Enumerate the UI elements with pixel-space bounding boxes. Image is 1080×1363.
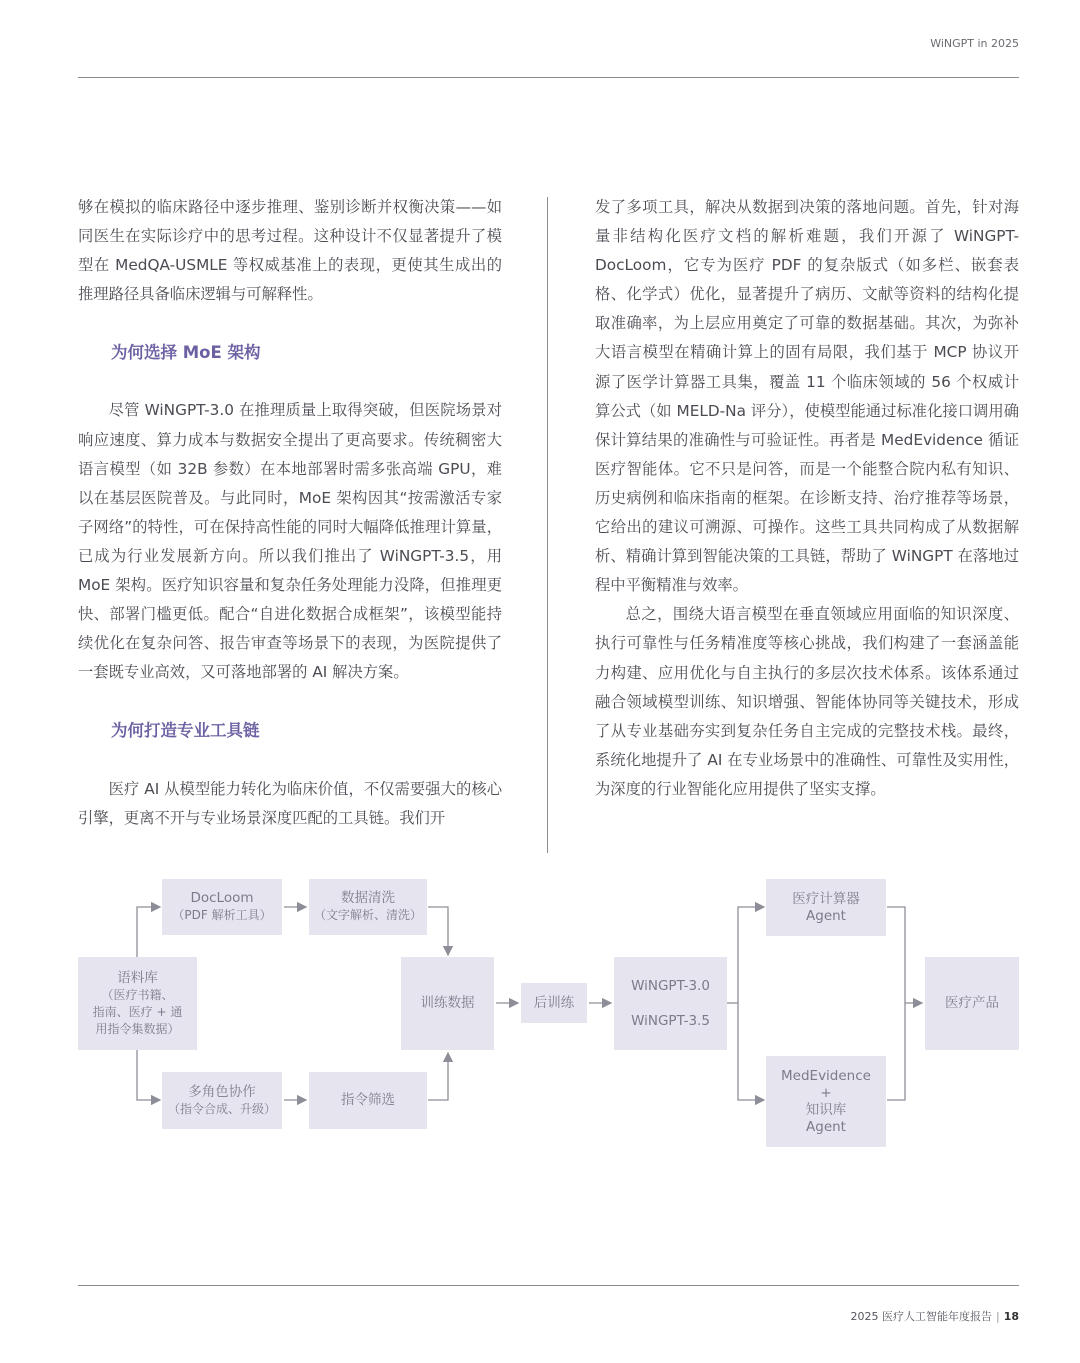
filter-title: 指令筛选: [341, 1092, 395, 1108]
medevidence-line-3: 知识库: [805, 1101, 847, 1118]
box-docloom: [162, 879, 282, 935]
page-number: 18: [1003, 1310, 1019, 1323]
section-heading-toolchain: 为何打造专业工具链: [111, 721, 260, 741]
medevidence-line-2: +: [820, 1084, 832, 1101]
cleaning-sub: （文字解析、清洗）: [313, 908, 422, 922]
connector-cleaning-traindata: [428, 907, 448, 955]
box-models: [614, 957, 727, 1050]
connector-corpus-multirole: [137, 1050, 160, 1100]
calc-agent-line-2: Agent: [806, 907, 846, 924]
connector-calc-merge: [887, 907, 905, 1100]
box-instruction-filter: [309, 1072, 427, 1129]
model-wingpt-3-0: WiNGPT-3.0: [631, 977, 710, 994]
box-data-cleaning: [309, 879, 427, 935]
corpus-title: 语料库: [117, 969, 158, 986]
box-calculator-agent: [766, 879, 886, 936]
corpus-sub-1: （医疗书籍、: [101, 987, 174, 1002]
connector-models-split: [738, 907, 764, 1003]
cleaning-title: 数据清洗: [341, 890, 395, 906]
section-heading-moe: 为何选择 MoE 架构: [111, 343, 261, 363]
footer-rule: [78, 1285, 1019, 1286]
medevidence-line-4: Agent: [806, 1118, 846, 1135]
multirole-sub: （指令合成、升级）: [167, 1101, 276, 1116]
box-corpus: [78, 957, 197, 1050]
box-medevidence-agent: [766, 1056, 886, 1147]
medevidence-line-1: MedEvidence: [781, 1067, 871, 1084]
train-data-title: 训练数据: [420, 995, 475, 1011]
docloom-title: DocLoom: [190, 890, 254, 906]
box-multirole: [162, 1072, 282, 1129]
multirole-title: 多角色协作: [188, 1083, 256, 1100]
model-wingpt-3-5: WiNGPT-3.5: [631, 1012, 710, 1029]
page-footer: [850, 1308, 1019, 1324]
post-train-title: 后训练: [533, 994, 575, 1011]
left-para-3: 医疗 AI 从模型能力转化为临床价值，不仅需要强大的核心引擎，更离不开与专业场景深度匹配的工具链。我们开: [78, 779, 502, 827]
right-para-2: 总之，围绕大语言模型在垂直领域应用面临的知识深度、执行可靠性与任务精准度等核心挑战，我们构建了一套涵盖能力构建、应用优化与自主执行的多层次技术体系。该体系通过融合领域模型训练、知识增强、智能体协同等关键技术，形成了从专业基础夯实到复杂任务自主完成的完整技术栈。最终，系统化地提升了 AI 在专业场景中的准确性、可靠性及实用性，为深度的行业智能化应用提供了坚实支撑。: [595, 605, 1019, 798]
docloom-sub: （PDF 解析工具）: [172, 908, 272, 922]
left-para-2: 尽管 WiNGPT-3.0 在推理质量上取得突破，但医院场景对响应速度、算力成本与数据安全提出了更高要求。传统稠密大语言模型（如 32B 参数）在本地部署时需多张高端 GPU，难以在基层医院普及。与此同时，MoE 架构因其“按需激活专家子网络”的特性，可在保持高性能的同时大幅降低推理计算量，已成为行业发展新方向。所以我们推出了 WiNGPT-3.5，用 MoE 架构。医疗知识容量和复杂任务处理能力没降，但推理更快、部署门槛更低。配合“自进化数据合成框架”，该模型能持续优化在复杂问答、报告审查等场景下的表现，为医院提供了一套既专业高效，又可落地部署的 AI 解决方案。: [78, 401, 502, 682]
connector-models-medevidence: [738, 1003, 764, 1100]
product-title: 医疗产品: [945, 995, 999, 1011]
box-medical-product: [925, 957, 1019, 1050]
box-training-data: [401, 957, 494, 1050]
footer-report-title: 2025 医疗人工智能年度报告: [850, 1310, 992, 1323]
right-para-1: 发了多项工具，解决从数据到决策的落地问题。首先，针对海量非结构化医疗文档的解析难题，我们开源了 WiNGPT-DocLoom，它专为医疗 PDF 的复杂版式（如多栏、嵌套表格、化学式）优化，显著提升了病历、文献等资料的结构化提取准确率，为上层应用奠定了可靠的数据基础。其次，为弥补大语言模型在精确计算上的固有局限，我们基于 MCP 协议开源了医学计算器工具集，覆盖 11 个临床领域的 56 个权威计算公式（如 MELD-Na 评分），使模型能通过标准化接口调用确保计算结果的准确性与可验证性。再者是 MedEvidence 循证医疗智能体。它不只是问答，而是一个能整合院内私有知识、历史病例和临床指南的框架。在诊断支持、治疗推荐等场景，它给出的建议可溯源、可操作。这些工具共同构成了从数据解析、精确计算到智能决策的工具链，帮助了 WiNGPT 在落地过程中平衡精准与效率。: [595, 198, 1019, 595]
connector-filter-traindata: [428, 1053, 448, 1100]
connector-corpus-docloom: [137, 907, 160, 957]
box-post-training: [521, 983, 587, 1023]
corpus-sub-3: 用指令集数据）: [95, 1021, 180, 1036]
left-para-1: 够在模拟的临床路径中逐步推理、鉴别诊断并权衡决策——如同医生在实际诊疗中的思考过程。这种设计不仅显著提升了模型在 MedQA-USMLE 等权威基准上的表现，更使其生成出的推理路径具备临床逻辑与可解释性。: [78, 198, 502, 304]
footer-separator: |: [995, 1310, 1000, 1323]
calc-agent-line-1: 医疗计算器: [792, 890, 860, 907]
running-header: WiNGPT in 2025: [930, 37, 1019, 50]
corpus-sub-2: 指南、医疗 + 通: [92, 1004, 183, 1019]
